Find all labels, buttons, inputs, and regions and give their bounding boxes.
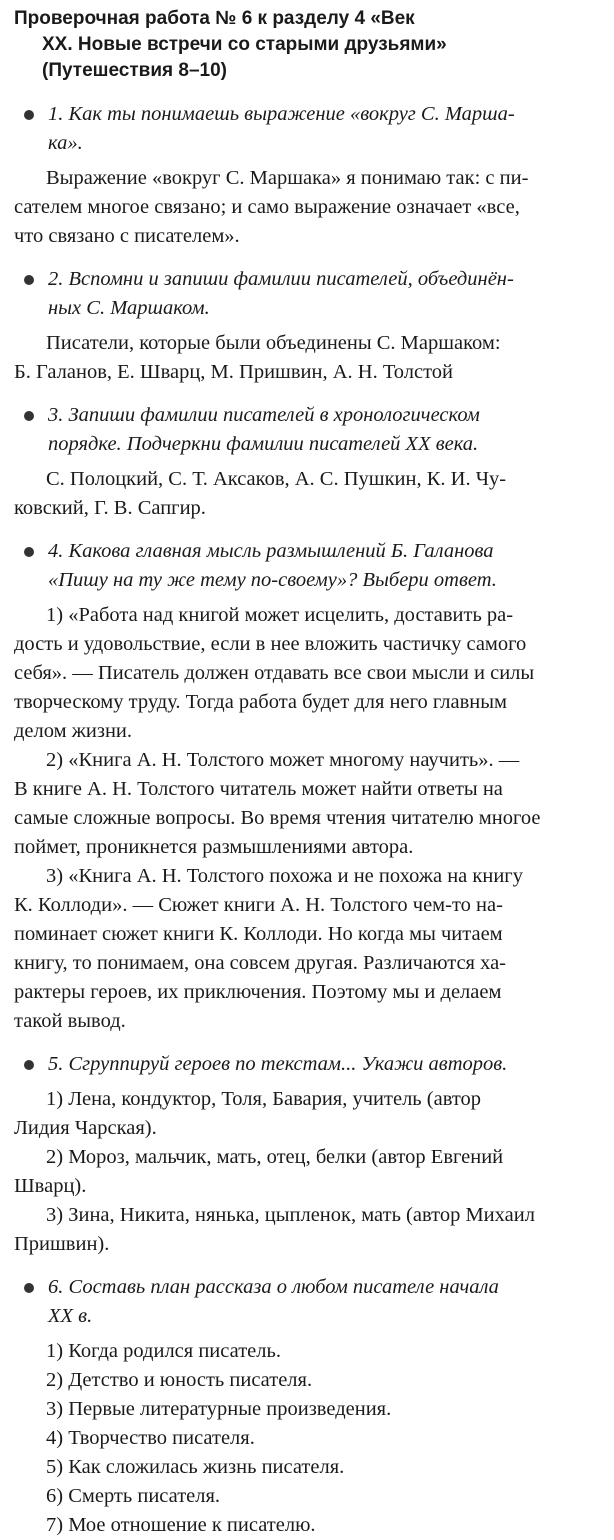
task-6 — [14, 1273, 604, 1540]
question-line: 4. Какова главная мысль размышлений Б. Галанова — [48, 540, 494, 562]
task-6-question — [14, 1273, 604, 1331]
task-5-question — [14, 1050, 604, 1079]
question-line: ка». — [48, 132, 83, 154]
answer-line: Выражение «вокруг С. Маршака» я понимаю так: с пи- — [46, 167, 529, 189]
plan-list-item: 4) Творчество писателя. — [46, 1427, 255, 1449]
answer-line: делом жизни. — [14, 720, 133, 742]
answer-line: 3) Зина, Никита, нянька, цыпленок, мать (автор Михаил — [46, 1204, 535, 1226]
bullet-icon — [24, 275, 34, 285]
answer-line: Б. Галанов, Е. Шварц, М. Пришвин, А. Н. Толстой — [14, 361, 454, 383]
answer-line: себя». — Писатель должен отдавать все свои мысли и силы — [14, 662, 535, 684]
answer-line: Шварц). — [14, 1175, 87, 1197]
answer-line: творческому труду. Тогда работа будет для него главным — [14, 691, 507, 713]
task-5 — [14, 1050, 604, 1259]
answer-line: самые сложные вопросы. Во время чтения читателю многое — [14, 807, 541, 829]
answer-line: В книге А. Н. Толстого читатель может найти ответы на — [14, 778, 503, 800]
answer-line: ковский, Г. В. Сапгир. — [14, 497, 206, 519]
bullet-icon — [24, 1283, 34, 1293]
answer-line: К. Коллоди». — Сюжет книги А. Н. Толстого чем-то на- — [14, 894, 503, 916]
question-line: «Пишу на ту же тему по-своему»? Выбери ответ. — [48, 569, 497, 591]
bullet-icon — [24, 1060, 34, 1070]
answer-line: Лидия Чарская). — [14, 1117, 157, 1139]
answer-line: Писатели, которые были объединены С. Маршаком: — [46, 332, 501, 354]
plan-list-item: 1) Когда родился писатель. — [46, 1340, 281, 1362]
answer-line: Пришвин). — [14, 1233, 110, 1255]
answer-line: книгу, то понимаем, она совсем другая. Различаются ха- — [14, 952, 506, 974]
answer-line: 2) «Книга А. Н. Толстого может многому научить». — — [46, 749, 520, 771]
task-1 — [14, 100, 604, 251]
answer-line: рактеры героев, их приключения. Поэтому мы и делаем — [14, 981, 502, 1003]
plan-list-item: 2) Детство и юность писателя. — [46, 1369, 313, 1391]
task-2-question — [14, 265, 604, 323]
answer-line: поймет, проникнется размышлениями автора. — [14, 836, 414, 858]
task-3-question — [14, 401, 604, 459]
plan-list-item: 3) Первые литературные произведения. — [46, 1398, 392, 1420]
question-line: 6. Составь план рассказа о любом писателе начала — [48, 1276, 499, 1298]
bullet-icon — [24, 411, 34, 421]
task-6-answer — [14, 1337, 604, 1540]
answer-line: С. Полоцкий, С. Т. Аксаков, А. С. Пушкин, К. И. Чу- — [46, 468, 507, 490]
answer-line: такой вывод. — [14, 1010, 126, 1032]
answer-line: 2) Мороз, мальчик, мать, отец, белки (автор Евгений — [46, 1146, 504, 1168]
title-line-3: (Путешествия 8–10) — [42, 60, 227, 81]
answer-line: 1) «Работа над книгой может исцелить, доставить ра- — [46, 604, 514, 626]
task-4 — [14, 537, 604, 1036]
question-line: порядке. Подчеркни фамилии писателей XX века. — [48, 433, 479, 455]
answer-line: сателем многое связано; и само выражение означает «все, — [14, 196, 520, 218]
task-5-answer — [14, 1085, 604, 1259]
title-line-2: XX. Новые встречи со старыми друзьями» — [42, 34, 447, 55]
question-line: 2. Вспомни и запиши фамилии писателей, объединён- — [48, 268, 514, 290]
answer-line: что связано с писателем». — [14, 225, 240, 247]
question-line: 1. Как ты понимаешь выражение «вокруг С. Марша- — [48, 103, 515, 125]
task-2 — [14, 265, 604, 387]
answer-line: дость и удовольствие, если в нее вложить частичку самого — [14, 633, 527, 655]
question-line: 3. Запиши фамилии писателей в хронологическом — [48, 404, 480, 426]
plan-list-item: 6) Смерть писателя. — [46, 1485, 221, 1507]
page-title — [14, 6, 604, 84]
task-3-answer — [14, 465, 604, 523]
plan-list-item: 7) Мое отношение к писателю. — [46, 1514, 316, 1536]
task-4-question — [14, 537, 604, 595]
question-line: ных С. Маршаком. — [48, 297, 210, 319]
answer-line: 1) Лена, кондуктор, Толя, Бавария, учитель (автор — [46, 1088, 482, 1110]
bullet-icon — [24, 110, 34, 120]
task-1-question — [14, 100, 604, 158]
task-4-answer — [14, 601, 604, 1036]
task-1-answer — [14, 164, 604, 251]
title-line-1: Проверочная работа № 6 к разделу 4 «Век — [14, 8, 415, 29]
plan-list-item: 5) Как сложилась жизнь писателя. — [46, 1456, 345, 1478]
bullet-icon — [24, 547, 34, 557]
question-line: 5. Сгруппируй героев по текстам... Укажи авторов. — [48, 1053, 508, 1075]
answer-line: поминает сюжет книги К. Коллоди. Но когда мы читаем — [14, 923, 503, 945]
answer-line: 3) «Книга А. Н. Толстого похожа и не похожа на книгу — [46, 865, 523, 887]
question-line: XX в. — [48, 1305, 93, 1327]
task-2-answer — [14, 329, 604, 387]
task-3 — [14, 401, 604, 523]
